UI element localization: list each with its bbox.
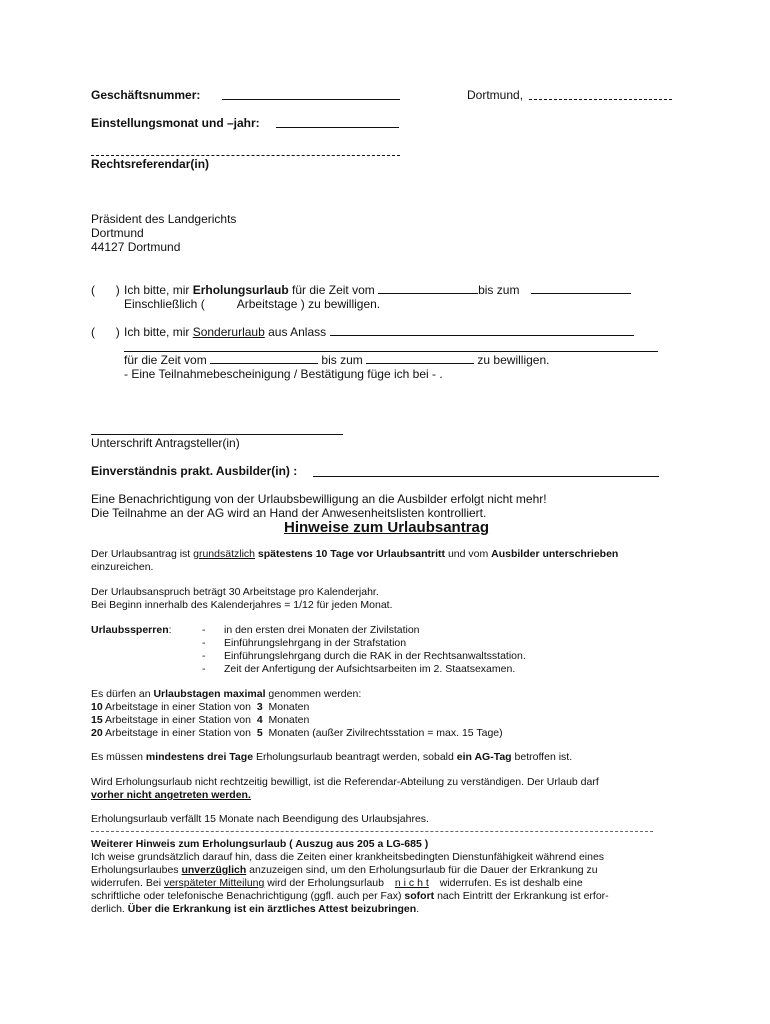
address-line-3: 44127 Dortmund [91, 240, 181, 254]
max-b: Urlaubstagen maximal [153, 688, 266, 700]
ag-b: mindestens drei Tage [145, 751, 254, 763]
request1-text-a: Ich bitte, mir [124, 283, 190, 297]
verfall-line: Erholungsurlaub verfällt 15 Monate nach Beendigung des Urlaubsjahres. [91, 813, 429, 825]
p1-c: spätestens 10 Tage vor Urlaubsantritt [255, 548, 446, 560]
w3-e: widerrufen. Es ist deshalb eine [439, 877, 583, 889]
sperren-label [91, 624, 172, 637]
sperren-dash-2: - [202, 637, 206, 649]
request1-line2-a: Einschließlich ( [124, 297, 205, 311]
weiter-line-3 [91, 877, 583, 890]
w3-c: wird der Erholungsurlaub [264, 877, 384, 889]
p1-a: Der Urlaubsantrag ist [91, 548, 194, 560]
request2-from-field[interactable] [210, 353, 318, 364]
request2-line3-a: für die Zeit vom [124, 353, 207, 367]
request1-text-c: für die Zeit vom [292, 283, 375, 297]
request1-line1 [124, 283, 631, 297]
max-days: 15 [91, 714, 103, 726]
einstellungsmonat-label: Einstellungsmonat und –jahr: [91, 116, 260, 130]
geschaeftsnummer-label: Geschäftsnummer: [91, 88, 201, 102]
weiter-line-4 [91, 890, 609, 903]
signature-label: Unterschrift Antragsteller(in) [91, 436, 240, 450]
request2-text-a: Ich bitte, mir [124, 325, 190, 339]
max-months: 5 [256, 727, 263, 739]
request1-line2-b: Arbeitstage ) zu bewilligen. [236, 297, 381, 311]
referendar-label: Rechtsreferendar(in) [91, 157, 210, 171]
w4-a: schriftliche oder telefonische Benachrichtigung (ggfl. auch per Fax) [91, 890, 405, 902]
dortmund-label: Dortmund, [467, 88, 524, 102]
ausbilder-field[interactable] [313, 476, 659, 477]
max-days: 10 [91, 701, 103, 713]
max-months: 3 [256, 701, 263, 713]
ag-d: ein AG-Tag [456, 751, 512, 763]
sperren-colon: : [168, 624, 172, 636]
request2-line3 [124, 353, 549, 367]
w5-c: . [416, 903, 420, 915]
notice-line-1: Eine Benachrichtigung von der Urlaubsbewilligung an die Ausbilder erfolgt nicht mehr! [91, 492, 547, 506]
max-suffix: Monaten [268, 714, 310, 726]
sperren-label-text: Urlaubssperren [91, 624, 169, 636]
hinweise-p1-line2: einzureichen. [91, 561, 154, 573]
sperren-item-4: Zeit der Anfertigung der Aufsichtsarbeiten im 2. Staatsexamen. [224, 663, 516, 675]
address-line-2: Dortmund [91, 226, 144, 240]
request2-text-c: aus Anlass [268, 325, 327, 339]
sperren-dash-3: - [202, 650, 206, 662]
sonderurlaub-checkbox[interactable] [91, 325, 120, 339]
w3-b: verspäteter Mitteilung [163, 877, 265, 889]
late-line-2: vorher nicht angetreten werden. [91, 789, 251, 801]
sperren-dash-4: - [202, 663, 206, 675]
anlass-field-line2[interactable] [124, 351, 658, 352]
ag-e: betroffen ist. [511, 751, 573, 763]
w2-a: Erholungsurlaubes [91, 864, 182, 876]
w2-c: anzuzeigen sind, um den Erholungsurlaub für die Dauer der Erkrankung zu [246, 864, 598, 876]
p1-d: und vom [445, 548, 492, 560]
notice-line-2: Die Teilnahme an der AG wird an Hand der Anwesenheitslisten kontrolliert. [91, 506, 487, 520]
request1-from-field[interactable] [378, 283, 478, 294]
sperren-item-3: Einführungslehrgang durch die RAK in der Rechtsanwaltsstation. [224, 650, 526, 662]
p1-b: grundsätzlich [193, 548, 255, 560]
hinweise-p1-line1 [91, 548, 618, 561]
date-field[interactable] [529, 99, 672, 100]
request2-line3-c: zu bewilligen. [477, 353, 550, 367]
weiter-line-2 [91, 864, 598, 877]
max-c: genommen werden: [265, 688, 362, 700]
max-text: Arbeitstage in einer Station von [105, 701, 251, 713]
w3-d: n i c h t [394, 877, 429, 889]
dashed-divider [91, 831, 653, 832]
request2-line4: - Eine Teilnahmebescheinigung / Bestätigung füge ich bei - . [124, 367, 443, 381]
weiter-title: Weiterer Hinweis zum Erholungsurlaub ( Auszug aus 205 a LG-685 ) [91, 838, 429, 850]
referendar-name-field[interactable] [91, 155, 400, 156]
einstellungsmonat-field[interactable] [276, 127, 399, 128]
max-suffix: Monaten [268, 701, 310, 713]
request1-to-field[interactable] [531, 283, 631, 294]
signature-field[interactable] [91, 434, 343, 435]
anlass-field[interactable] [330, 325, 634, 336]
ag-c: Erholungsurlaub beantragt werden, sobald [253, 751, 457, 763]
w5-b: Über die Erkrankung ist ein ärztliches Attest beizubringen [127, 903, 417, 915]
sperren-dash-1: - [202, 624, 206, 636]
paren-open: ( [91, 325, 95, 339]
sperren-item-1: in den ersten drei Monaten der Zivilstation [224, 624, 420, 636]
sperren-item-2: Einführungslehrgang in der Strafstation [224, 637, 407, 649]
request2-to-field[interactable] [366, 353, 474, 364]
late-line-1: Wird Erholungsurlaub nicht rechtzeitig bewilligt, ist die Referendar-Abteilung zu verständigen. Der Urlaub darf [91, 776, 599, 788]
geschaeftsnummer-field[interactable] [222, 99, 400, 100]
max-intro [91, 688, 361, 701]
max-text: Arbeitstage in einer Station von [105, 727, 251, 739]
max-row-2 [91, 714, 309, 727]
hinweise-p2-line2: Bei Beginn innerhalb des Kalenderjahres = 1/12 für jeden Monat. [91, 599, 393, 611]
request1-line2 [124, 297, 380, 311]
address-line-1: Präsident des Landgerichts [91, 212, 237, 226]
w3-a: widerrufen. Bei [91, 877, 164, 889]
weiter-line-1: Ich weise grundsätzlich darauf hin, dass die Zeiten einer krankheitsbedingten Dienstunfähigkeit während eines [91, 851, 605, 863]
w4-b: sofort [404, 890, 435, 902]
paren-close: ) [115, 283, 120, 297]
erholungsurlaub-checkbox[interactable] [91, 283, 120, 297]
paren-close: ) [115, 325, 120, 339]
request2-sonderurlaub: Sonderurlaub [192, 325, 265, 339]
max-row-3 [91, 727, 503, 740]
request1-erholungsurlaub: Erholungsurlaub [192, 283, 289, 297]
max-text: Arbeitstage in einer Station von [105, 714, 251, 726]
w4-c: nach Eintritt der Erkrankung ist erfor- [434, 890, 609, 902]
max-months: 4 [256, 714, 263, 726]
p1-e: Ausbilder unterschrieben [491, 548, 619, 560]
max-days: 20 [91, 727, 103, 739]
request1-text-d: bis zum [478, 283, 520, 297]
max-row-1 [91, 701, 309, 714]
w2-b: unverzüglich [181, 864, 247, 876]
w5-a: derlich. [91, 903, 128, 915]
request2-line3-b: bis zum [321, 353, 363, 367]
hinweise-title: Hinweise zum Urlaubsantrag [284, 519, 490, 536]
ag-tag-line [91, 751, 572, 764]
paren-open: ( [91, 283, 95, 297]
max-suffix: Monaten (außer Zivilrechtsstation = max. 15 Tage) [268, 727, 503, 739]
hinweise-p2-line1: Der Urlaubsanspruch beträgt 30 Arbeitstage pro Kalenderjahr. [91, 586, 379, 598]
request2-line1 [124, 325, 634, 339]
weiter-line-5 [91, 903, 419, 916]
ag-a: Es müssen [91, 751, 146, 763]
ausbilder-label: Einverständnis prakt. Ausbilder(in) : [91, 464, 298, 478]
max-a: Es dürfen an [91, 688, 154, 700]
